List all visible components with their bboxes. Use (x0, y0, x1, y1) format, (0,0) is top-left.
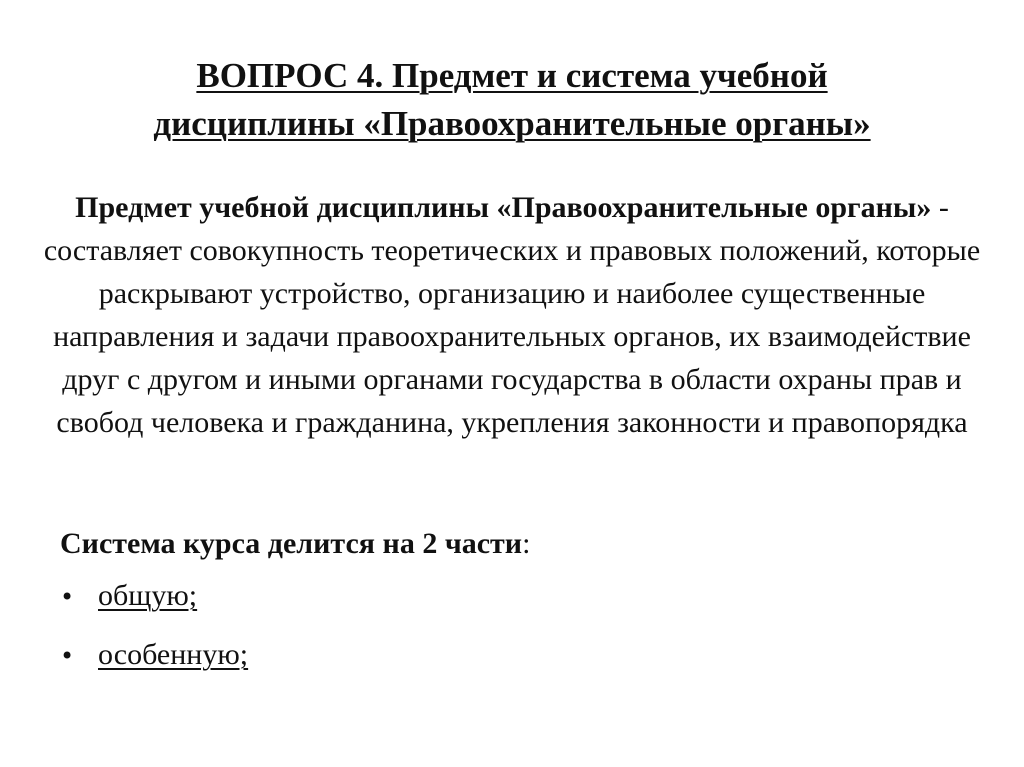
slide-title-line-2: дисциплины «Правоохранительные органы» (153, 104, 871, 143)
list-item (60, 574, 248, 619)
system-heading (60, 522, 530, 565)
list-item (60, 633, 248, 678)
definition-paragraph (40, 186, 984, 444)
system-heading-colon: : (522, 527, 531, 560)
slide-title-line-1: ВОПРОС 4. Предмет и система учебной (196, 56, 828, 95)
bullet-icon: • (60, 642, 75, 670)
list-item-general: общую; (98, 579, 198, 612)
slide-title (0, 52, 1024, 148)
bullet-icon: • (60, 583, 75, 611)
system-heading-text: Система курса делится на 2 части (60, 527, 523, 560)
list-item-special: особенную; (98, 638, 249, 671)
parts-list (60, 574, 248, 692)
definition-body: - составляет совокупность теоретических и правовых положений, которые раскрывают устройство, организацию и наиболее существенные направления и задачи правоохранительных органов, их взаимодействие друг с другом и иными органами государства в области охраны прав и свобод человека и гражданина, укрепления законности и правопорядка (43, 191, 981, 439)
definition-lead: Предмет учебной дисциплины «Правоохранительные органы» (75, 191, 932, 224)
